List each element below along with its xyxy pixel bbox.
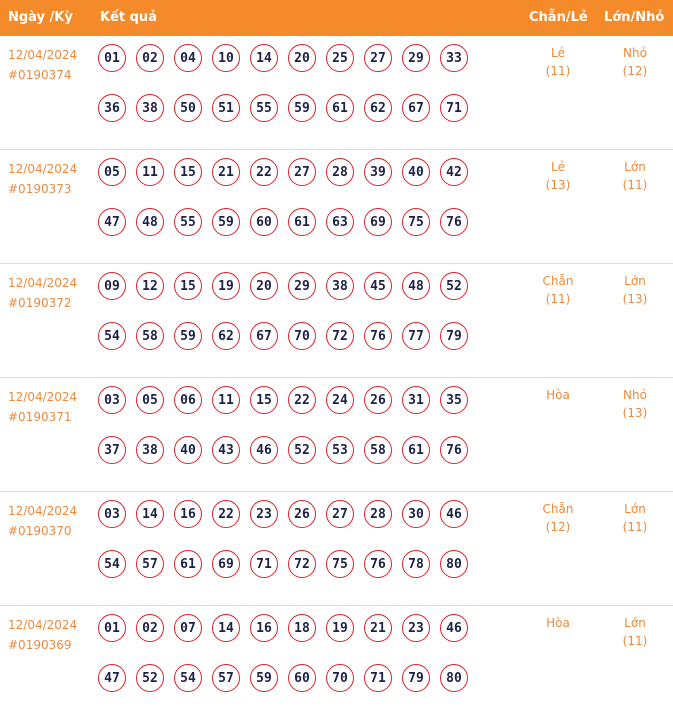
number-ball: 48 bbox=[136, 208, 164, 236]
number-ball: 52 bbox=[440, 272, 468, 300]
number-ball: 36 bbox=[98, 94, 126, 122]
number-ball: 35 bbox=[440, 386, 468, 414]
size-count: (12) bbox=[622, 64, 648, 78]
number-ball: 14 bbox=[250, 44, 278, 72]
size-count: (11) bbox=[622, 520, 648, 534]
number-ball: 54 bbox=[174, 664, 202, 692]
draw-period: #0190370 bbox=[8, 524, 72, 538]
number-ball: 21 bbox=[212, 158, 240, 186]
number-ball: 01 bbox=[98, 44, 126, 72]
draw-row[interactable] bbox=[0, 606, 673, 720]
header-result: Kết quả bbox=[100, 10, 157, 25]
number-ball: 47 bbox=[98, 208, 126, 236]
size-label: Nhỏ bbox=[623, 388, 647, 402]
results-header bbox=[0, 0, 673, 36]
number-ball: 77 bbox=[402, 322, 430, 350]
number-ball: 38 bbox=[136, 436, 164, 464]
number-ball: 21 bbox=[364, 614, 392, 642]
size-label: Lớn bbox=[624, 616, 646, 630]
number-ball: 22 bbox=[288, 386, 316, 414]
draw-date: 12/04/2024 bbox=[8, 48, 78, 62]
number-ball: 59 bbox=[212, 208, 240, 236]
draw-period: #0190371 bbox=[8, 410, 72, 424]
draw-row[interactable] bbox=[0, 378, 673, 492]
parity-label: Chẵn bbox=[542, 502, 574, 516]
draw-row[interactable] bbox=[0, 36, 673, 150]
size-cell bbox=[605, 606, 665, 648]
number-ball: 70 bbox=[288, 322, 316, 350]
number-ball: 76 bbox=[440, 208, 468, 236]
number-ball: 72 bbox=[326, 322, 354, 350]
number-ball: 54 bbox=[98, 322, 126, 350]
number-ball: 58 bbox=[136, 322, 164, 350]
number-ball: 20 bbox=[250, 272, 278, 300]
number-ball: 59 bbox=[250, 664, 278, 692]
number-ball: 26 bbox=[364, 386, 392, 414]
parity-label: Hòa bbox=[546, 388, 570, 402]
number-ball: 55 bbox=[174, 208, 202, 236]
number-ball: 62 bbox=[364, 94, 392, 122]
parity-cell bbox=[528, 606, 588, 634]
number-ball: 16 bbox=[174, 500, 202, 528]
number-ball: 47 bbox=[98, 664, 126, 692]
number-ball: 76 bbox=[440, 436, 468, 464]
number-ball: 78 bbox=[402, 550, 430, 578]
number-ball: 76 bbox=[364, 550, 392, 578]
draw-date: 12/04/2024 bbox=[8, 618, 78, 632]
number-ball: 71 bbox=[364, 664, 392, 692]
number-ball: 40 bbox=[174, 436, 202, 464]
size-label: Nhỏ bbox=[623, 46, 647, 60]
size-cell bbox=[605, 150, 665, 192]
number-ball: 23 bbox=[250, 500, 278, 528]
number-ball: 25 bbox=[326, 44, 354, 72]
number-ball: 05 bbox=[98, 158, 126, 186]
number-ball: 57 bbox=[136, 550, 164, 578]
number-ball: 19 bbox=[212, 272, 240, 300]
size-label: Lớn bbox=[624, 160, 646, 174]
number-ball: 29 bbox=[402, 44, 430, 72]
header-parity: Chẵn/Lẻ bbox=[529, 10, 588, 25]
number-ball: 05 bbox=[136, 386, 164, 414]
number-ball: 29 bbox=[288, 272, 316, 300]
parity-label: Hòa bbox=[546, 616, 570, 630]
draw-date: 12/04/2024 bbox=[8, 504, 78, 518]
number-ball: 46 bbox=[250, 436, 278, 464]
number-ball: 20 bbox=[288, 44, 316, 72]
parity-label: Lẻ bbox=[550, 160, 566, 174]
number-ball: 58 bbox=[364, 436, 392, 464]
draw-row[interactable] bbox=[0, 492, 673, 606]
number-ball: 38 bbox=[136, 94, 164, 122]
number-ball: 15 bbox=[174, 158, 202, 186]
draw-period: #0190372 bbox=[8, 296, 72, 310]
number-ball: 54 bbox=[98, 550, 126, 578]
number-ball: 71 bbox=[440, 94, 468, 122]
number-ball: 11 bbox=[212, 386, 240, 414]
draw-period: #0190374 bbox=[8, 68, 72, 82]
number-ball: 39 bbox=[364, 158, 392, 186]
number-ball: 70 bbox=[326, 664, 354, 692]
number-ball: 46 bbox=[440, 500, 468, 528]
number-ball: 46 bbox=[440, 614, 468, 642]
number-ball: 79 bbox=[440, 322, 468, 350]
number-ball: 15 bbox=[250, 386, 278, 414]
number-ball: 60 bbox=[250, 208, 278, 236]
number-ball: 79 bbox=[402, 664, 430, 692]
number-ball: 62 bbox=[212, 322, 240, 350]
number-ball: 27 bbox=[288, 158, 316, 186]
size-count: (11) bbox=[622, 178, 648, 192]
number-ball: 76 bbox=[364, 322, 392, 350]
parity-cell bbox=[528, 492, 588, 534]
draw-date: 12/04/2024 bbox=[8, 162, 78, 176]
number-ball: 52 bbox=[136, 664, 164, 692]
size-cell bbox=[605, 36, 665, 78]
number-ball: 72 bbox=[288, 550, 316, 578]
number-ball: 69 bbox=[364, 208, 392, 236]
number-ball: 27 bbox=[364, 44, 392, 72]
parity-cell bbox=[528, 378, 588, 406]
number-ball: 50 bbox=[174, 94, 202, 122]
number-ball: 59 bbox=[288, 94, 316, 122]
number-ball: 57 bbox=[212, 664, 240, 692]
number-ball: 07 bbox=[174, 614, 202, 642]
number-ball: 30 bbox=[402, 500, 430, 528]
number-ball: 06 bbox=[174, 386, 202, 414]
number-ball: 04 bbox=[174, 44, 202, 72]
number-ball: 16 bbox=[250, 614, 278, 642]
number-ball: 61 bbox=[326, 94, 354, 122]
header-date-period: Ngày /Kỳ bbox=[8, 10, 73, 25]
number-ball: 38 bbox=[326, 272, 354, 300]
parity-label: Chẵn bbox=[542, 274, 574, 288]
number-ball: 19 bbox=[326, 614, 354, 642]
number-ball: 01 bbox=[98, 614, 126, 642]
number-ball: 31 bbox=[402, 386, 430, 414]
number-ball: 03 bbox=[98, 386, 126, 414]
number-ball: 80 bbox=[440, 550, 468, 578]
draw-row[interactable] bbox=[0, 150, 673, 264]
number-ball: 61 bbox=[174, 550, 202, 578]
draw-period: #0190373 bbox=[8, 182, 72, 196]
size-cell bbox=[605, 492, 665, 534]
number-ball: 28 bbox=[364, 500, 392, 528]
draw-date: 12/04/2024 bbox=[8, 390, 78, 404]
results-list bbox=[0, 36, 673, 720]
number-ball: 24 bbox=[326, 386, 354, 414]
number-ball: 26 bbox=[288, 500, 316, 528]
size-count: (13) bbox=[622, 292, 648, 306]
number-ball: 67 bbox=[402, 94, 430, 122]
number-ball: 45 bbox=[364, 272, 392, 300]
parity-count: (12) bbox=[545, 520, 571, 534]
size-label: Lớn bbox=[624, 274, 646, 288]
parity-cell bbox=[528, 36, 588, 78]
number-ball: 27 bbox=[326, 500, 354, 528]
parity-label: Lẻ bbox=[550, 46, 566, 60]
number-ball: 69 bbox=[212, 550, 240, 578]
number-ball: 55 bbox=[250, 94, 278, 122]
number-ball: 23 bbox=[402, 614, 430, 642]
header-size: Lớn/Nhỏ bbox=[604, 10, 665, 25]
number-ball: 61 bbox=[402, 436, 430, 464]
number-ball: 09 bbox=[98, 272, 126, 300]
number-ball: 18 bbox=[288, 614, 316, 642]
size-cell bbox=[605, 378, 665, 420]
number-ball: 11 bbox=[136, 158, 164, 186]
number-ball: 75 bbox=[326, 550, 354, 578]
number-ball: 15 bbox=[174, 272, 202, 300]
parity-count: (11) bbox=[545, 64, 571, 78]
size-label: Lớn bbox=[624, 502, 646, 516]
number-ball: 14 bbox=[136, 500, 164, 528]
number-ball: 33 bbox=[440, 44, 468, 72]
parity-count: (13) bbox=[545, 178, 571, 192]
draw-date: 12/04/2024 bbox=[8, 276, 78, 290]
number-ball: 03 bbox=[98, 500, 126, 528]
number-ball: 12 bbox=[136, 272, 164, 300]
size-count: (13) bbox=[622, 406, 648, 420]
number-ball: 43 bbox=[212, 436, 240, 464]
draw-row[interactable] bbox=[0, 264, 673, 378]
parity-cell bbox=[528, 264, 588, 306]
number-ball: 48 bbox=[402, 272, 430, 300]
parity-cell bbox=[528, 150, 588, 192]
number-ball: 40 bbox=[402, 158, 430, 186]
number-ball: 59 bbox=[174, 322, 202, 350]
number-ball: 14 bbox=[212, 614, 240, 642]
number-ball: 80 bbox=[440, 664, 468, 692]
parity-count: (11) bbox=[545, 292, 571, 306]
number-ball: 42 bbox=[440, 158, 468, 186]
number-ball: 52 bbox=[288, 436, 316, 464]
size-count: (11) bbox=[622, 634, 648, 648]
size-cell bbox=[605, 264, 665, 306]
number-ball: 37 bbox=[98, 436, 126, 464]
number-ball: 71 bbox=[250, 550, 278, 578]
number-ball: 75 bbox=[402, 208, 430, 236]
number-ball: 61 bbox=[288, 208, 316, 236]
number-ball: 63 bbox=[326, 208, 354, 236]
number-ball: 10 bbox=[212, 44, 240, 72]
number-ball: 67 bbox=[250, 322, 278, 350]
number-ball: 02 bbox=[136, 614, 164, 642]
number-ball: 22 bbox=[212, 500, 240, 528]
number-ball: 02 bbox=[136, 44, 164, 72]
draw-period: #0190369 bbox=[8, 638, 72, 652]
number-ball: 51 bbox=[212, 94, 240, 122]
number-ball: 53 bbox=[326, 436, 354, 464]
number-ball: 60 bbox=[288, 664, 316, 692]
number-ball: 28 bbox=[326, 158, 354, 186]
number-ball: 22 bbox=[250, 158, 278, 186]
